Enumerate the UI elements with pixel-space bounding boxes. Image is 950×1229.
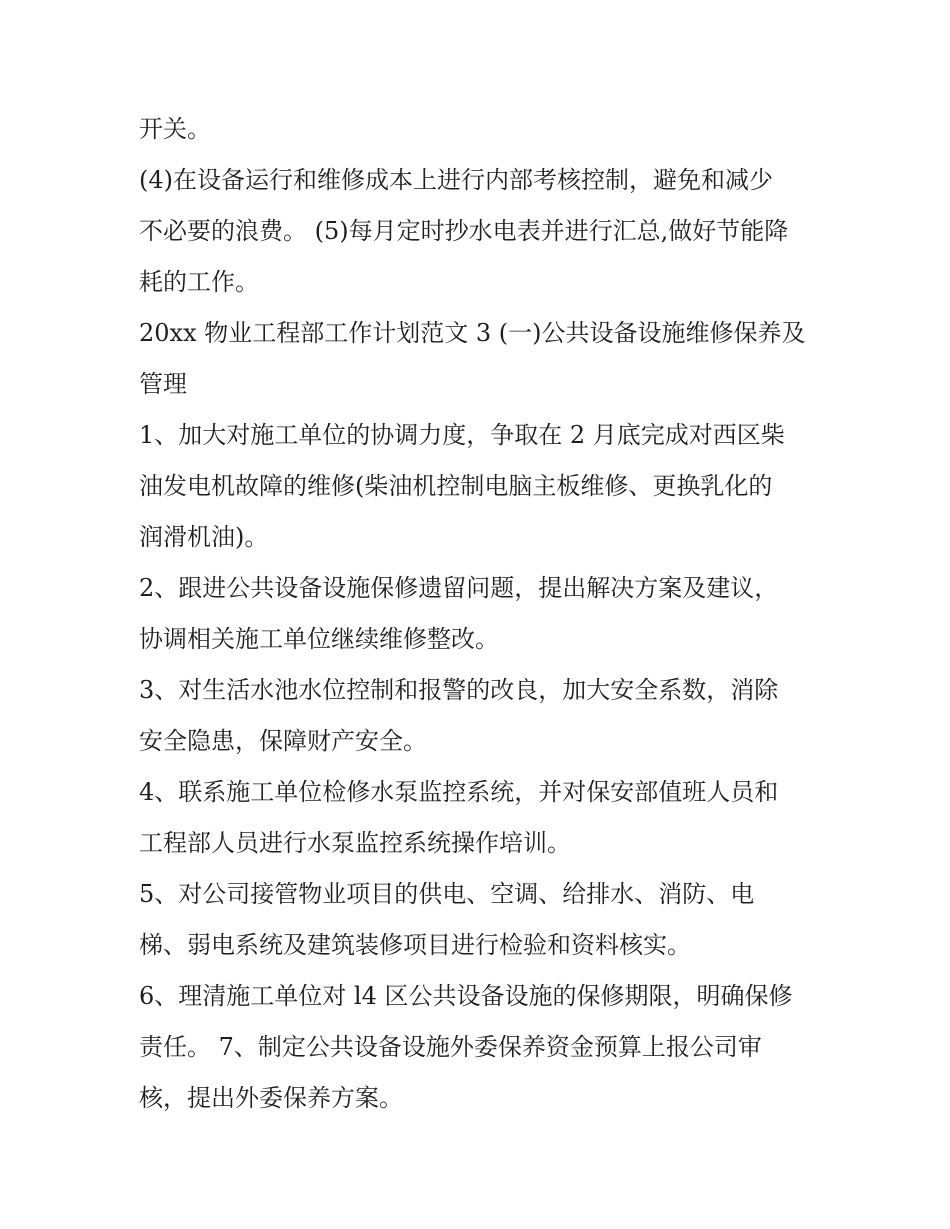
text-line: 3、对生活水池水位控制和报警的改良，加大安全系数，消除 (139, 676, 779, 704)
text-line: 核，提出外委保养方案。 (139, 1084, 403, 1112)
text-line: 润滑机油)。 (139, 523, 269, 551)
section-heading-line: 管理 (139, 370, 187, 398)
text-line: 1、加大对施工单位的协调力度，争取在 2 月底完成对西区柴 (139, 421, 785, 449)
text-line: 6、理清施工单位对 l4 区公共设备设施的保修期限，明确保修 (139, 982, 793, 1010)
text-line: 2、跟进公共设备设施保修遗留问题，提出解决方案及建议， (139, 574, 779, 602)
text-line: (4)在设备运行和维修成本上进行内部考核控制，避免和减少 (139, 166, 773, 194)
text-line: 开关。 (139, 115, 211, 143)
text-line: 耗的工作。 (139, 268, 259, 296)
text-line: 协调相关施工单位继续维修整改。 (139, 625, 499, 653)
text-line: 责任。 7、制定公共设备设施外委保养资金预算上报公司审 (139, 1033, 762, 1061)
text-line: 梯、弱电系统及建筑装修项目进行检验和资料核实。 (139, 931, 691, 959)
paragraph-upper (139, 104, 819, 308)
text-line: 安全隐患，保障财产安全。 (139, 727, 427, 755)
text-line: 4、联系施工单位检修水泵监控系统，并对保安部值班人员和 (139, 778, 779, 806)
text-line: 工程部人员进行水泵监控系统操作培训。 (139, 829, 571, 857)
text-line: 5、对公司接管物业项目的供电、空调、给排水、消防、电 (139, 880, 755, 908)
section-heading-line: 20xx 物业工程部工作计划范文 3 (一)公共设备设施维修保养及 (139, 319, 806, 347)
text-line: 油发电机故障的维修(柴油机控制电脑主板维修、更换乳化的 (139, 472, 773, 500)
text-line: 不必要的浪费。 (5)每月定时抄水电表并进行汇总,做好节能降 (139, 217, 789, 245)
paragraph-lower (139, 308, 819, 1124)
